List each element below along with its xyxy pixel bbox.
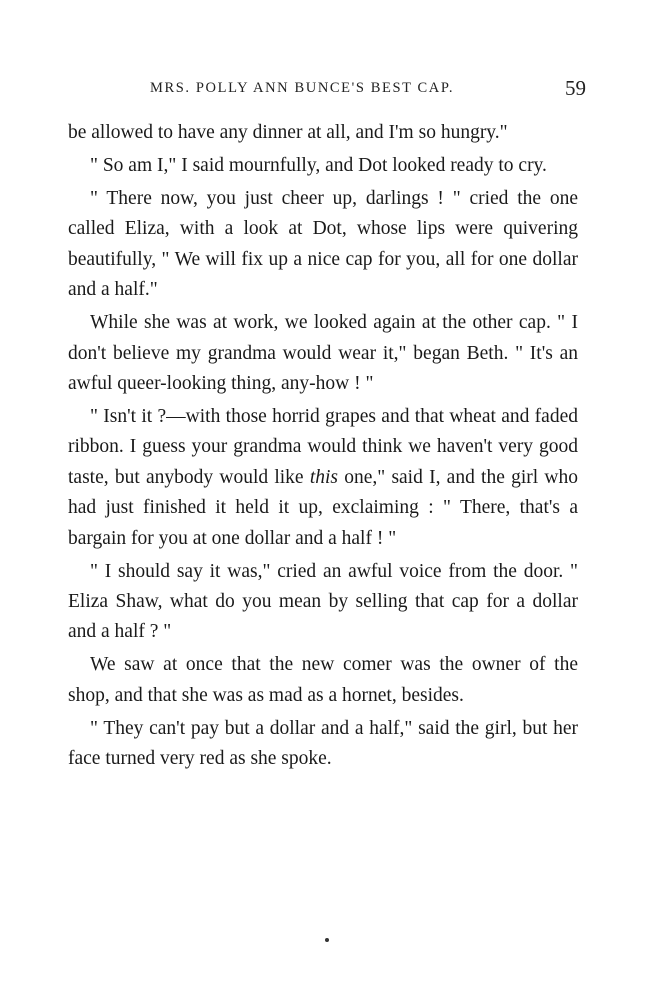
paragraph: " I should say it was," cried an awful voice from the door. " Eliza Shaw, what do you mean by selling that cap for a dollar and a half ? " — [68, 560, 578, 643]
running-head — [68, 76, 586, 102]
paragraph: While she was at work, we looked again at the other cap. " I don't believe my grandma would wear it," began Beth. " It's an awful queer-looking thing, any-how ! " — [68, 312, 578, 395]
page-number: 59 — [565, 76, 586, 100]
running-title: MRS. POLLY ANN BUNCE'S BEST CAP. — [150, 80, 455, 96]
paragraph: We saw at once that the new comer was the owner of the shop, and that she was as mad as a hornet, besides. — [68, 654, 578, 706]
paragraph: " So am I," I said mournfully, and Dot looked ready to cry. — [90, 155, 547, 176]
paragraph-text-after: one," said I, and the girl who had just finished it held it up, exclaiming : " There, that's a bargain for you at one dollar and a half ! " — [68, 466, 578, 549]
body-text — [68, 118, 578, 775]
paragraph-with-italic — [68, 402, 578, 554]
italic-emphasis: this — [309, 466, 338, 488]
paragraph-continuation: be allowed to have any dinner at all, and I'm so hungry." — [68, 122, 508, 143]
paragraph-text-before: " Isn't it ?—with those horrid grapes and that wheat and faded ribbon. I guess your grandma would think we haven't very good taste, but anybody would like — [68, 406, 578, 488]
paragraph: " They can't pay but a dollar and a half," said the girl, but her face turned very red as she spoke. — [68, 717, 578, 770]
paragraph: " There now, you just cheer up, darlings ! " cried the one called Eliza, with a look at Dot, whose lips were quivering beautifully, " We will fix up a nice cap for you, all for one dollar and a half." — [68, 188, 578, 301]
printer-mark — [325, 938, 329, 942]
